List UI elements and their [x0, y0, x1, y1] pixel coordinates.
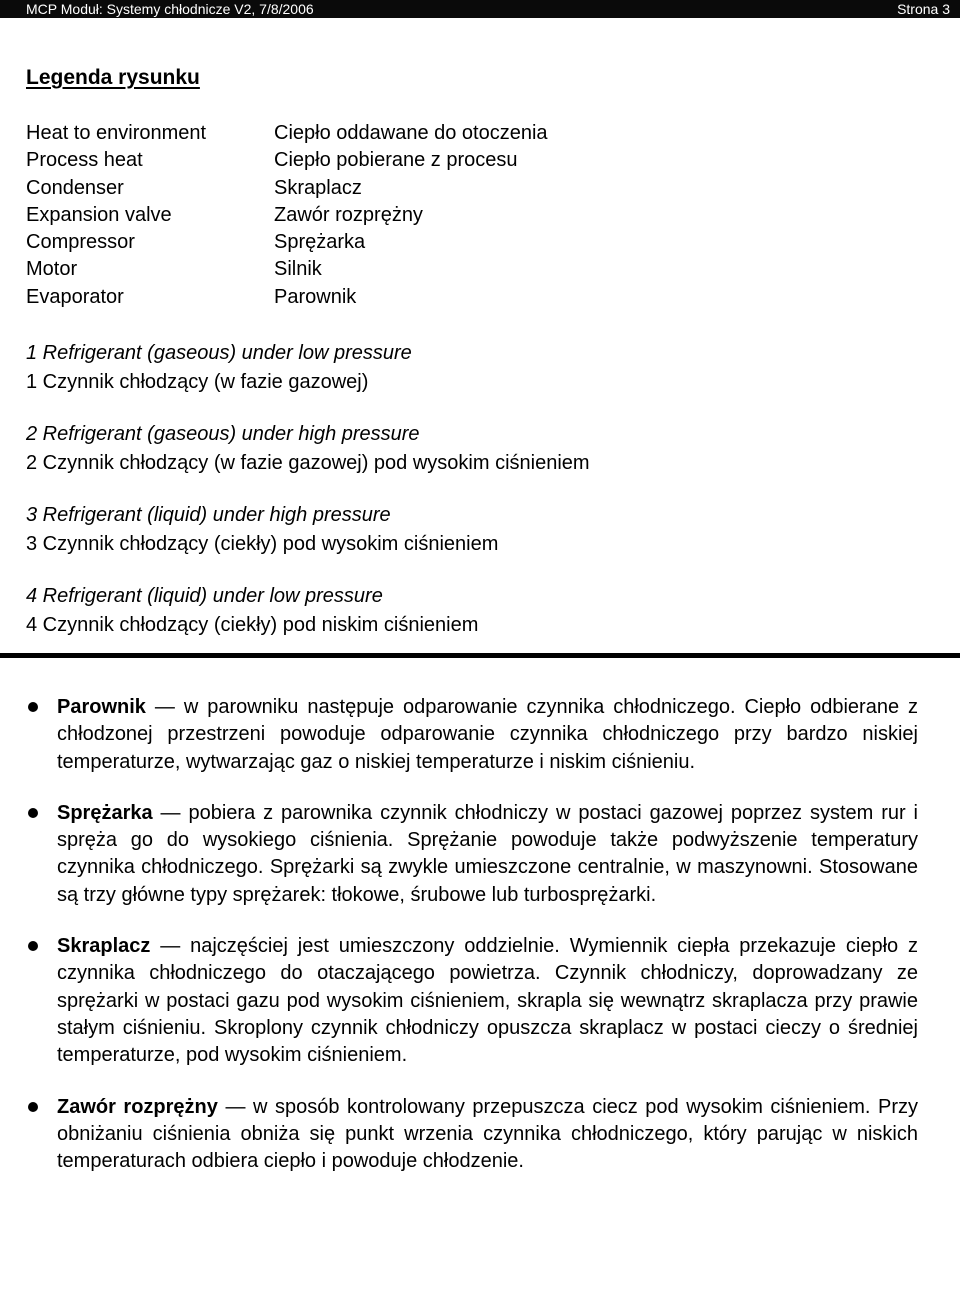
definition-dash: —: [160, 935, 191, 958]
section-divider: [0, 653, 960, 658]
refrigerant-state-en: 4 Refrigerant (liquid) under low pressure: [26, 585, 383, 607]
legend-en-term: Condenser: [26, 176, 124, 199]
component-definitions: [26, 694, 918, 1199]
legend-pl-term: Ciepło oddawane do otoczenia: [274, 122, 548, 144]
definition-dash: —: [225, 1095, 253, 1118]
refrigerant-state-item: [26, 420, 590, 478]
legend-en-term: Evaporator: [26, 285, 124, 308]
definition-term: Parownik: [57, 696, 146, 718]
refrigerant-state-item: [26, 501, 590, 559]
legend-pl-term: Silnik: [274, 258, 322, 281]
definition-item: [26, 800, 918, 909]
page-header: [0, 0, 960, 18]
legend-title: Legenda rysunku: [26, 66, 200, 89]
refrigerant-state-en: 3 Refrigerant (liquid) under high pressure: [26, 504, 391, 526]
definition-text: w sposób kontrolowany przepuszcza ciecz pod wysokim ciśnieniem. Przy obniżaniu ciśnienia obniża się punkt wrzenia czynnika chłodniczego, który parując w niskich temperaturach odbiera ciepło i powoduje chłodzenie.: [57, 1095, 919, 1173]
legend-pl-term: Ciepło pobierane z procesu: [274, 149, 518, 172]
definition-text: w parowniku następuje odparowanie czynnika chłodniczego. Ciepło odbierane z chłodzonej przestrzeni powoduje odparowanie czynnika chłodniczego przy bardzo niskiej temperaturze, wytwarzając gaz o niskiej temperaturze i niskim ciśnieniu.: [57, 696, 919, 773]
header-page-number: Strona 3: [897, 1, 950, 17]
legend-pl-term: Sprężarka: [274, 231, 366, 254]
definition-item: [26, 1094, 918, 1176]
definition-text: najczęściej jest umieszczony oddzielnie. Wymiennik ciepła przekazuje ciepło z czynnika chłodniczego do otaczającego powietrza. Czynnik chłodniczy, doprowadzany ze sprężarki w postaci gazu pod wysokim ciśnieniem, skrapla się wewnątrz skraplacza przy prawie stałym ciśnieniu. Skroplony czynnik chłodniczy opuszcza skraplacz w postaci cieczy o średniej temperaturze, pod wysokim ciśnieniem.: [57, 935, 918, 1067]
legend-en-term: Expansion valve: [26, 203, 172, 226]
definition-term: Skraplacz: [57, 935, 151, 958]
legend-en-term: Compressor: [26, 231, 135, 254]
legend-en-term: Heat to environment: [26, 122, 207, 144]
refrigerant-state-en: 1 Refrigerant (gaseous) under low pressure: [26, 342, 412, 364]
definition-item: [26, 933, 918, 1069]
refrigerant-state-item: [26, 582, 590, 640]
definition-dash: —: [160, 801, 189, 824]
refrigerant-state-pl: 3 Czynnik chłodzący (ciekły) pod wysokim ciśnieniem: [26, 533, 499, 555]
definition-term: Zawór rozprężny: [57, 1095, 218, 1118]
legend-pl-term: Parownik: [274, 285, 357, 308]
definition-item: [26, 694, 918, 776]
definition-term: Sprężarka: [57, 801, 153, 824]
refrigerant-state-item: [26, 339, 590, 397]
legend-en-term: Motor: [26, 258, 78, 281]
legend-pl-term: Skraplacz: [274, 176, 362, 199]
refrigerant-states: [26, 339, 590, 663]
definition-dash: —: [154, 696, 184, 718]
refrigerant-state-pl: 1 Czynnik chłodzący (w fazie gazowej): [26, 371, 369, 393]
refrigerant-state-pl: 4 Czynnik chłodzący (ciekły) pod niskim ciśnieniem: [26, 614, 479, 636]
legend-pl-term: Zawór rozprężny: [274, 203, 423, 226]
refrigerant-state-en: 2 Refrigerant (gaseous) under high pressure: [26, 423, 420, 445]
legend-table: [26, 120, 774, 311]
header-document-title: MCP Moduł: Systemy chłodnicze V2, 7/8/2006: [26, 1, 314, 17]
definition-text: pobiera z parownika czynnik chłodniczy w postaci gazowej poprzez system rur i spręża go do wysokiego ciśnienia. Sprężanie powoduje także podwyższenie temperatury czynnika chłodniczego. Sprężarki są zwykle umieszczone centralnie, w maszynowni. Stosowane są trzy główne typy sprężarek: tłokowe, śrubowe lub turbosprężarki.: [57, 801, 918, 906]
legend-en-term: Process heat: [26, 149, 143, 172]
refrigerant-state-pl: 2 Czynnik chłodzący (w fazie gazowej) pod wysokim ciśnieniem: [26, 452, 590, 474]
